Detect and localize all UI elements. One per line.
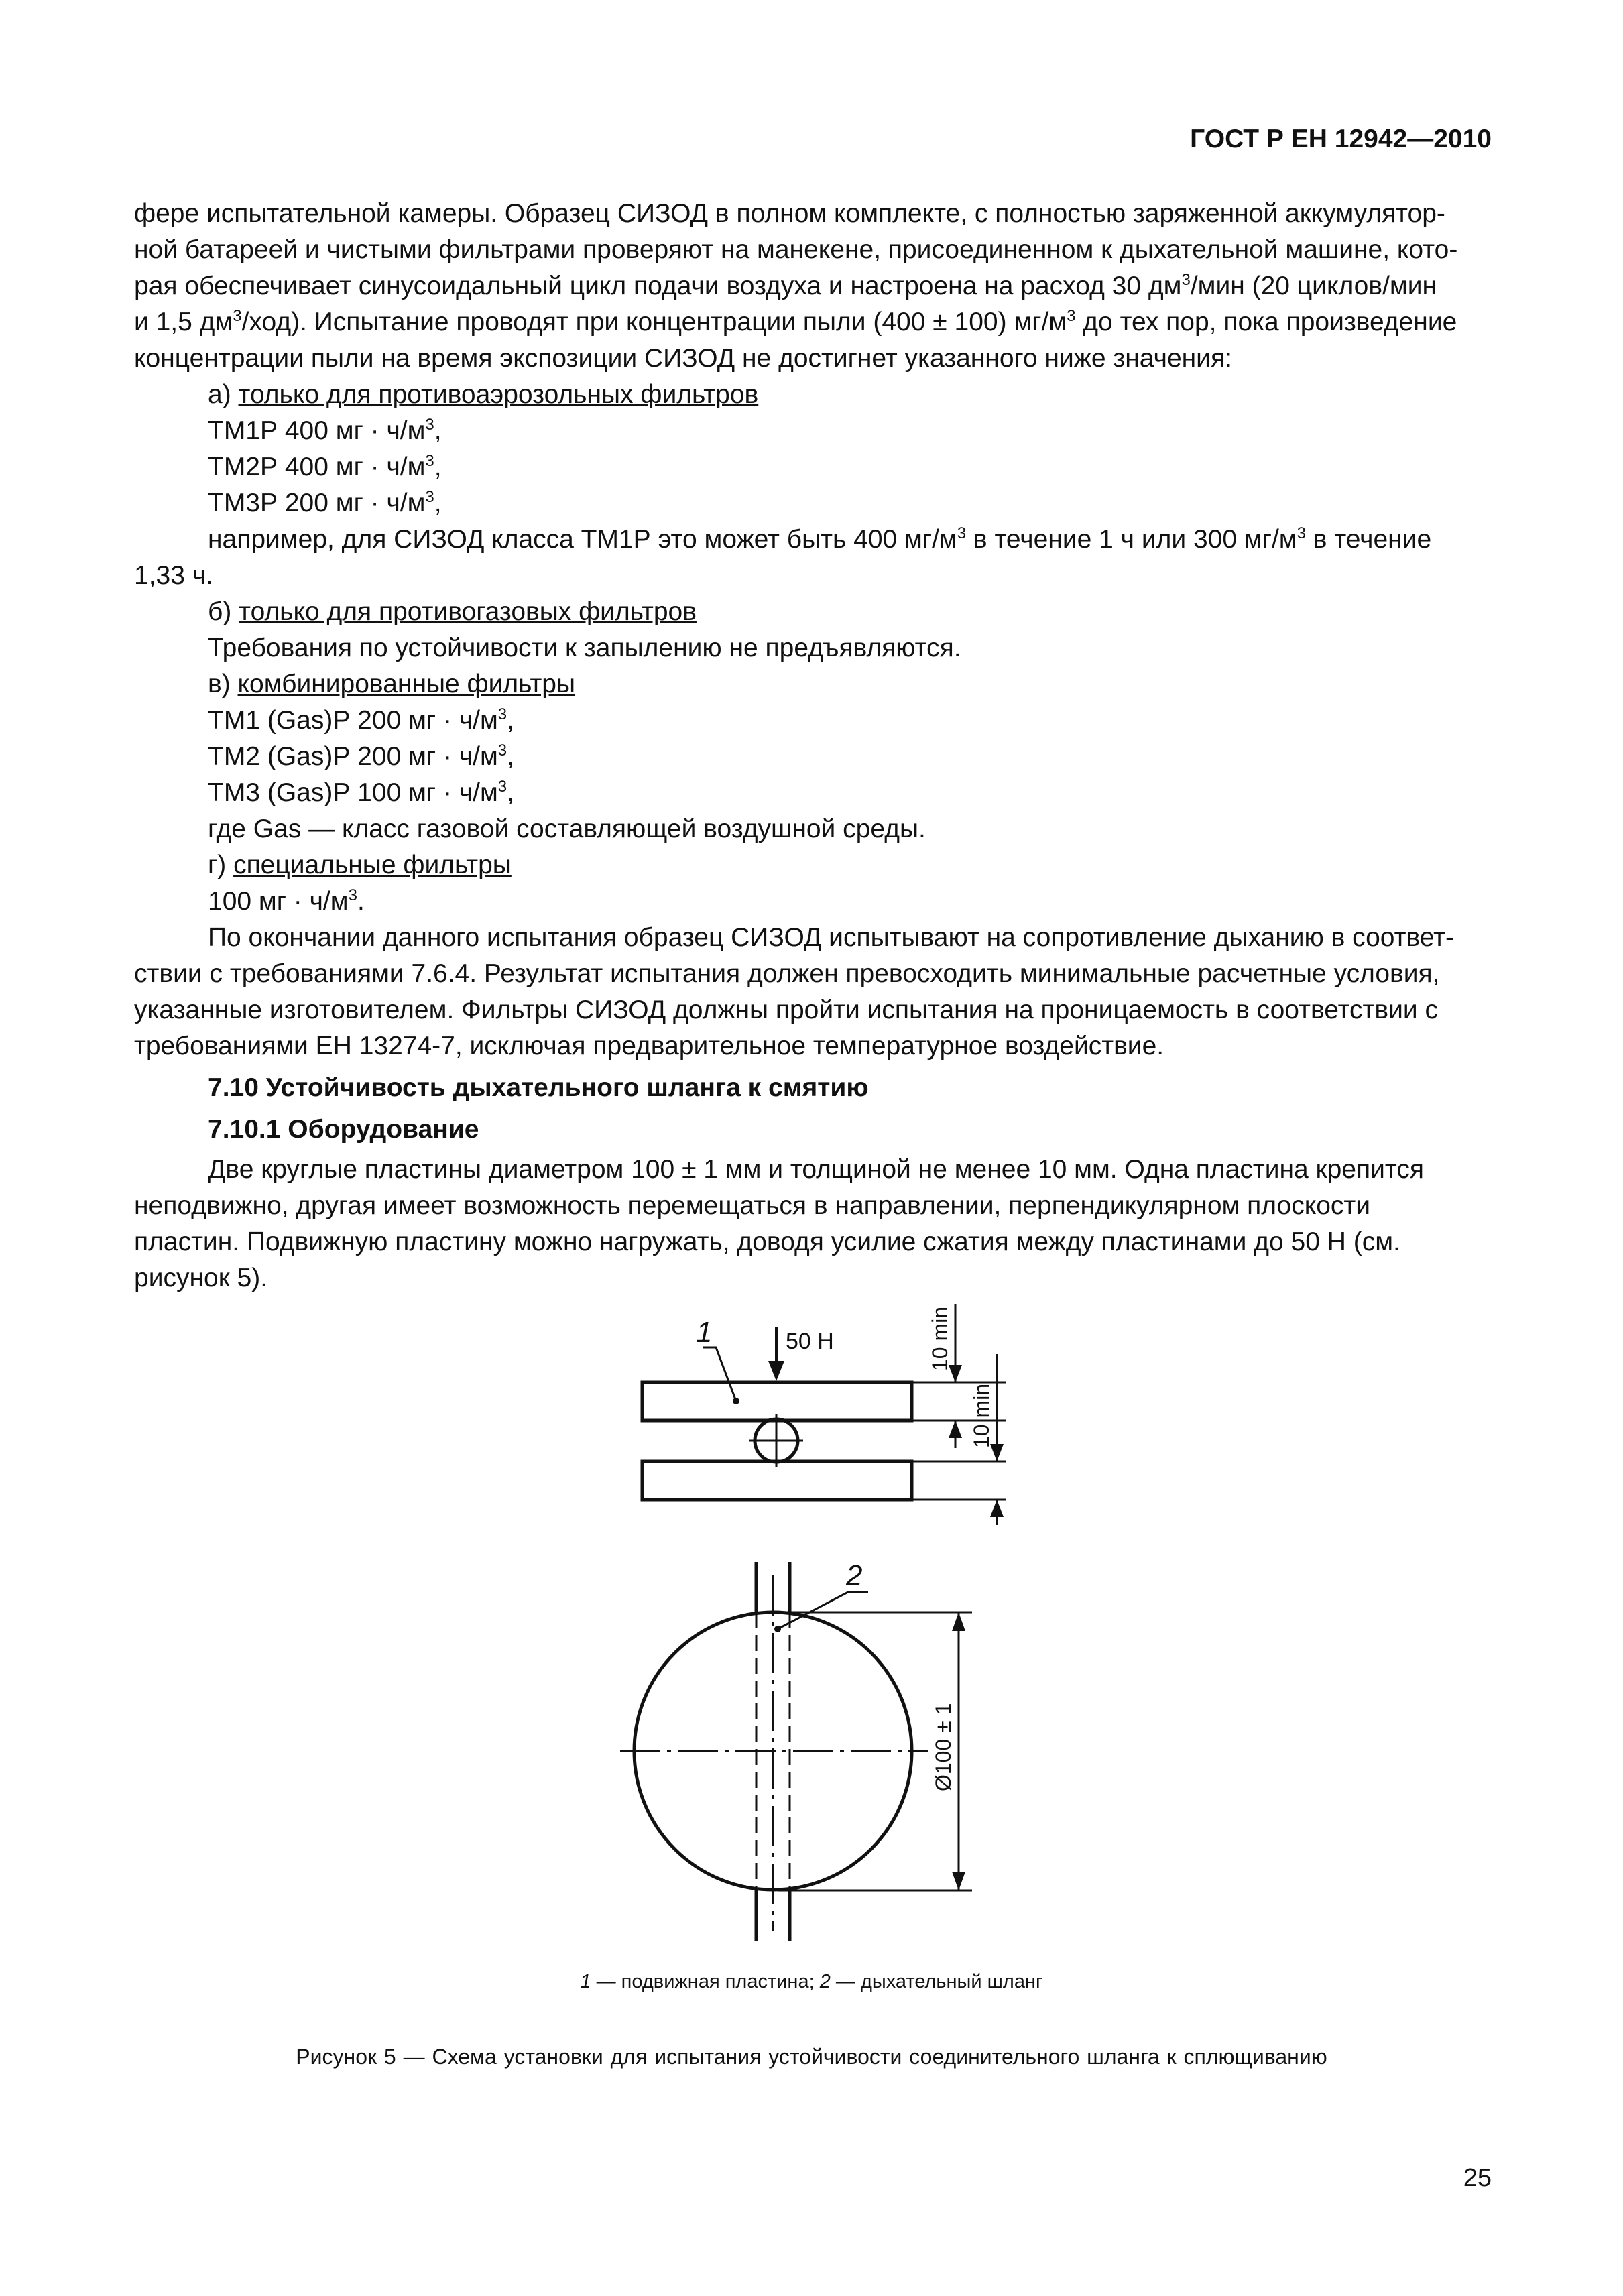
paragraph-b: Требования по устойчивости к запылению не предъявляются.: [208, 633, 961, 662]
document-header: ГОСТ Р ЕН 12942—2010: [1190, 125, 1492, 154]
diameter-label: Ø100 ± 1: [931, 1703, 955, 1791]
section-heading-7-10-1: 7.10.1 Оборудование: [208, 1115, 479, 1144]
figure-force-label: 50 Н: [786, 1329, 834, 1354]
paragraph-after-test: По окончании данного испытания образец СИЗОД испытывают на сопротивление дыханию в соответ- ствии с требованиями 7.6.4. Результат испытания должен превосходить минимальные расчетные условия, указанные изготовителем. Фильтры СИЗОД должны пройти испытания на проницаемость в соответствии с требованиями ЕН 13274-7, исключая предварительное температурное воздействие.: [134, 923, 1455, 1061]
gas-note: где Gas — класс газовой составляющей воздушной среды.: [208, 814, 926, 843]
page-number: 25: [1463, 2164, 1492, 2192]
section-heading-7-10: 7.10 Устойчивость дыхательного шланга к смятию: [208, 1073, 869, 1102]
dim-mid-label: 10 min: [969, 1383, 994, 1448]
body-text: [134, 196, 1489, 1296]
class-tm1gas: ТМ1 (Gas)Р 200 мг · $ч/м^3$,: [208, 705, 514, 735]
figure-label-2: 2: [846, 1559, 863, 1592]
dim-top-label: 10 min: [928, 1306, 952, 1371]
list-item-a: а) только для противоаэрозольных фильтров: [208, 380, 759, 409]
figure-legend: 1 — подвижная пластина; 2 — дыхательный шланг: [580, 1971, 1043, 1992]
class-tm3gas: ТМ3 (Gas)Р 100 мг · $ч/м^3$,: [208, 778, 514, 807]
class-special: 100 мг · $ч/м^3$.: [208, 886, 365, 916]
class-tm2p: ТМ2Р 400 мг · $ч/м^3$,: [208, 452, 442, 481]
paragraph-intro: фере испытательной камеры. Образец СИЗОД в полном комплекте, с полностью заряженной аккумулятор- ной батареей и чистыми фильтрами проверяют на манекене, присоединенном к дыхательной машине, кото- рая обеспечивает синусоидальный цикл подачи воздуха и настроена на расход 30 $дм^3$/мин (20 циклов/мин и 1,5 $дм^3/ход$). Испытание проводят при концентрации пыли (400 ± 100) $мг/м^3$ до тех пор, пока произведение концентрации пыли на время экспозиции СИЗОД не достигнет указанного ниже значения:: [134, 199, 1458, 373]
figure-label-1: 1: [696, 1316, 713, 1349]
figure-5-diagram: [0, 1247, 1623, 1984]
list-item-g: г) специальные фильтры: [208, 851, 512, 880]
leader-1: [703, 1347, 736, 1401]
class-tm1p: ТМ1Р 400 мг · $ч/м^3$,: [208, 416, 442, 445]
paragraph-example: например, для СИЗОД класса ТМ1Р это может быть 400 $мг/м^3$ в течение 1 ч или 300 $мг/м^3$ в течение 1,33 ч.: [134, 524, 1432, 590]
list-item-b: б) только для противогазовых фильтров: [208, 597, 697, 626]
figure-caption: Рисунок 5 — Схема установки для испытания устойчивости соединительного шланга к сплющиванию: [296, 2045, 1327, 2069]
class-tm3p: ТМ3Р 200 мг · $ч/м^3$,: [208, 488, 442, 518]
class-tm2gas: ТМ2 (Gas)Р 200 мг · $ч/м^3$,: [208, 741, 514, 771]
list-item-v: в) комбинированные фильтры: [208, 670, 576, 699]
paragraph-equipment: Две круглые пластины диаметром 100 ± 1 мм и толщиной не менее 10 мм. Одна пластина крепится неподвижно, другая имеет возможность перемещаться в направлении, перпендикулярном плоскости пластин. Подвижную пластину можно нагружать, доводя усилие сжатия между пластинами до 50 Н (см. рисунок 5).: [134, 1155, 1424, 1292]
